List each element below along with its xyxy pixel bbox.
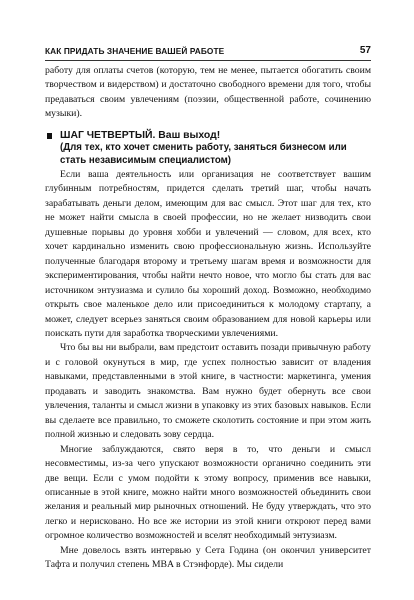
header-rule	[45, 60, 371, 61]
section-subtitle: (Для тех, кто хочет сменить работу, заняться бизнесом или стать независимым специалистом)	[60, 142, 347, 166]
paragraph: Многие заблуждаются, свято веря в то, что деньги и смысл несовместимы, из-за чего упускают возможности органично соединить эти две вещи. Если с умом подойти к этому вопросу, применив все навыки, описанные в этой книге, можно найти много возможностей объединить свои желания и реальный мир рыночных отношений. Не буду утверждать, что это легко и нерисковано. Но все же истории из этой книги откроют перед вами огромное количество возможностей и вселят необходимый энтузиазм.	[45, 443, 371, 542]
paragraph: Мне довелось взять интервью у Сета Година (он окончил университет Тафта и получил степень MBA в Стэнфорде). Мы сидели	[45, 544, 371, 571]
section-title: ШАГ ЧЕТВЕРТЫЙ. Ваш выход!	[60, 130, 221, 141]
section-heading	[47, 130, 367, 167]
main-text	[45, 168, 371, 573]
intro-block	[45, 64, 371, 122]
running-head	[45, 46, 371, 60]
paragraph: Что бы вы ни выбрали, вам предстоит оставить позади привычную работу и с головой окунуться в мир, где успех полностью зависит от владения навыками, представленными в этой книге, в частности: маркетинга, умения продавать и заводить знакомства. Вам нужно будет обернуть все свои увлечения, таланты и смысл жизни в упаковку из этих базовых навыков. Если вы сделаете все правильно, то сможете сколотить состояние и при этом жить полной жизнью и следовать зову сердца.	[45, 342, 371, 441]
intro-paragraph: работу для оплаты счетов (которую, тем не менее, пытается обогатить своим творчеством и видерством) и достаточно свободного времени для того, чтобы предаваться своим увлечениям (поэзии, общественной работе, сочинению музыки).	[45, 65, 371, 120]
heading-bullet-icon	[47, 133, 52, 139]
running-head-title: КАК ПРИДАТЬ ЗНАЧЕНИЕ ВАШЕЙ РАБОТЕ	[45, 46, 225, 56]
paragraph: Если ваша деятельность или организация не соответствует вашим глубинным потребностям, придется сделать третий шаг, чтобы начать зарабатывать деньги делом, имеющим для вас смысл. Этот шаг для тех, кто не может найти смысла в своей профессии, но не желает низводить свои душевные порывы до уровня хобби и увлечений — словом, для всех, кто хочет кардинально изменить свою профессиональную жизнь. Используйте полученные благодаря второму и третьему шагам время и возможности для экспериментирования, чтобы найти нечто новое, что могло бы стать для вас источником энтузиазма и сулило бы хороший доход. Возможно, необходимо открыть свое маленькое дело или присоединиться к молодому стартапу, а может, следует всерьез заняться своим образованием для новой карьеры или поискать пути для заработка творческими увлечениями.	[45, 169, 371, 339]
page-number: 57	[359, 45, 371, 56]
